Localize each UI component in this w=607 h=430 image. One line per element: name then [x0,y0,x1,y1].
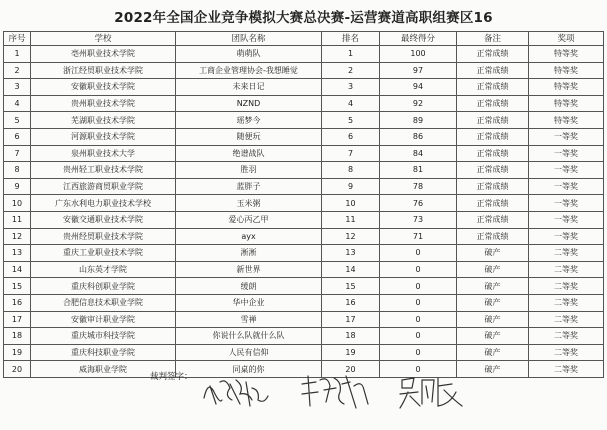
cell-score: 0 [380,361,457,378]
cell-remark: 正常成绩 [457,211,529,228]
cell-award: 二等奖 [529,245,604,262]
table-row [4,46,604,63]
cell-remark: 正常成绩 [457,95,529,112]
cell-remark: 破产 [457,344,529,361]
cell-rank: 20 [322,361,380,378]
table-row [4,344,604,361]
cell-remark: 正常成绩 [457,195,529,212]
cell-team: 爱心丙乙甲 [176,211,322,228]
cell-index: 9 [4,178,31,195]
cell-remark: 正常成绩 [457,145,529,162]
cell-score: 94 [380,79,457,96]
cell-index: 6 [4,128,31,145]
cell-index: 1 [4,46,31,63]
cell-remark: 正常成绩 [457,62,529,79]
cell-index: 11 [4,211,31,228]
signature-3 [398,370,466,414]
cell-team: 华中企业 [176,294,322,311]
cell-remark: 破产 [457,311,529,328]
cell-school: 贵州职业技术学院 [31,95,176,112]
cell-index: 15 [4,278,31,295]
cell-rank: 6 [322,128,380,145]
cell-award: 二等奖 [529,361,604,378]
cell-team: 蓝胖子 [176,178,322,195]
cell-index: 5 [4,112,31,129]
cell-school: 河源职业技术学院 [31,128,176,145]
page-title: 2022年全国企业竞争模拟大赛总决赛-运营赛道高职组赛区16 [114,10,493,26]
table-row [4,245,604,262]
cell-rank: 11 [322,211,380,228]
signature-label: 裁判签字： [150,372,193,382]
cell-school: 安徽审计职业学院 [31,311,176,328]
cell-school: 重庆工业职业技术学院 [31,245,176,262]
cell-school: 合肥信息技术职业学院 [31,294,176,311]
header-ranking: 排名 [322,32,380,46]
cell-score: 76 [380,195,457,212]
cell-school: 芜湖职业技术学院 [31,112,176,129]
cell-award: 二等奖 [529,294,604,311]
cell-rank: 17 [322,311,380,328]
cell-score: 78 [380,178,457,195]
table-row [4,178,604,195]
cell-remark: 破产 [457,245,529,262]
cell-score: 0 [380,328,457,345]
cell-index: 12 [4,228,31,245]
table-row [4,62,604,79]
cell-team: 瑶梦今 [176,112,322,129]
cell-award: 二等奖 [529,328,604,345]
cell-remark: 正常成绩 [457,128,529,145]
cell-index: 4 [4,95,31,112]
table-row [4,294,604,311]
table-row [4,162,604,179]
cell-remark: 正常成绩 [457,79,529,96]
cell-remark: 正常成绩 [457,112,529,129]
cell-score: 89 [380,112,457,129]
table-row [4,112,604,129]
cell-rank: 2 [322,62,380,79]
cell-rank: 4 [322,95,380,112]
cell-index: 7 [4,145,31,162]
cell-score: 0 [380,344,457,361]
cell-school: 山东英才学院 [31,261,176,278]
cell-award: 二等奖 [529,311,604,328]
cell-rank: 13 [322,245,380,262]
cell-award: 特等奖 [529,62,604,79]
table-row [4,79,604,96]
cell-score: 84 [380,145,457,162]
cell-award: 一等奖 [529,195,604,212]
table-row [4,311,604,328]
cell-remark: 正常成绩 [457,46,529,63]
table-header-row [4,32,604,46]
cell-index: 17 [4,311,31,328]
cell-school: 重庆科技职业学院 [31,344,176,361]
signature-1 [200,370,270,414]
cell-remark: 破产 [457,294,529,311]
cell-team: 绝谱战队 [176,145,322,162]
cell-index: 19 [4,344,31,361]
cell-team: 同桌的你 [176,361,322,378]
cell-team: 未来日记 [176,79,322,96]
cell-team: 随便玩 [176,128,322,145]
cell-rank: 15 [322,278,380,295]
cell-index: 20 [4,361,31,378]
cell-rank: 10 [322,195,380,212]
cell-team: 雪禅 [176,311,322,328]
header-award: 奖项 [529,32,604,46]
cell-rank: 7 [322,145,380,162]
signature-2 [298,370,373,414]
cell-award: 特等奖 [529,95,604,112]
cell-index: 18 [4,328,31,345]
table-body [4,46,604,378]
cell-remark: 正常成绩 [457,228,529,245]
cell-team: 工商企业管理协会-我想睡觉 [176,62,322,79]
cell-award: 特等奖 [529,46,604,63]
cell-award: 二等奖 [529,261,604,278]
cell-team: 萌萌队 [176,46,322,63]
cell-rank: 3 [322,79,380,96]
cell-index: 10 [4,195,31,212]
cell-team: 缓朗 [176,278,322,295]
cell-school: 安徽交通职业技术学院 [31,211,176,228]
cell-score: 0 [380,311,457,328]
cell-rank: 8 [322,162,380,179]
cell-rank: 14 [322,261,380,278]
cell-score: 73 [380,211,457,228]
cell-index: 8 [4,162,31,179]
cell-school: 贵州轻工职业技术学院 [31,162,176,179]
cell-score: 92 [380,95,457,112]
header-final-score: 最终得分 [380,32,457,46]
cell-school: 泉州职业技术大学 [31,145,176,162]
cell-school: 江西旅游商贸职业学院 [31,178,176,195]
header-remarks: 备注 [457,32,529,46]
cell-rank: 19 [322,344,380,361]
cell-team: 胜羽 [176,162,322,179]
cell-score: 81 [380,162,457,179]
cell-school: 安徽职业技术学院 [31,79,176,96]
cell-team: 新世界 [176,261,322,278]
cell-rank: 9 [322,178,380,195]
cell-score: 97 [380,62,457,79]
cell-award: 一等奖 [529,162,604,179]
cell-award: 一等奖 [529,211,604,228]
cell-remark: 正常成绩 [457,162,529,179]
cell-school: 重庆科创职业学院 [31,278,176,295]
cell-remark: 破产 [457,361,529,378]
table-row [4,128,604,145]
cell-team: 玉米粥 [176,195,322,212]
cell-remark: 破产 [457,278,529,295]
cell-score: 71 [380,228,457,245]
cell-remark: 破产 [457,328,529,345]
cell-index: 3 [4,79,31,96]
cell-remark: 正常成绩 [457,178,529,195]
cell-award: 二等奖 [529,278,604,295]
cell-team: 你说什么队就什么队 [176,328,322,345]
cell-team: ayx [176,228,322,245]
cell-score: 100 [380,46,457,63]
cell-remark: 破产 [457,261,529,278]
cell-score: 0 [380,261,457,278]
table-row [4,211,604,228]
cell-rank: 1 [322,46,380,63]
cell-award: 一等奖 [529,178,604,195]
table-row [4,261,604,278]
header-team-name: 团队名称 [176,32,322,46]
cell-rank: 16 [322,294,380,311]
cell-rank: 12 [322,228,380,245]
cell-score: 0 [380,245,457,262]
table-row [4,145,604,162]
cell-score: 0 [380,294,457,311]
cell-award: 一等奖 [529,128,604,145]
cell-school: 浙江经贸职业技术学院 [31,62,176,79]
table-row [4,95,604,112]
cell-award: 特等奖 [529,79,604,96]
table-row [4,195,604,212]
cell-award: 一等奖 [529,145,604,162]
cell-school: 贵州经贸职业技术学院 [31,228,176,245]
cell-school: 亳州职业技术学院 [31,46,176,63]
cell-team: 人民有信仰 [176,344,322,361]
table-row [4,228,604,245]
header-school: 学校 [31,32,176,46]
cell-score: 0 [380,278,457,295]
cell-school: 威海职业学院 [31,361,176,378]
cell-rank: 18 [322,328,380,345]
cell-team: 淅淅 [176,245,322,262]
cell-index: 16 [4,294,31,311]
cell-award: 特等奖 [529,112,604,129]
cell-score: 86 [380,128,457,145]
cell-index: 2 [4,62,31,79]
table-row [4,278,604,295]
table-row [4,328,604,345]
cell-rank: 5 [322,112,380,129]
cell-index: 13 [4,245,31,262]
cell-index: 14 [4,261,31,278]
results-table [3,31,604,378]
cell-team: NZND [176,95,322,112]
cell-award: 二等奖 [529,344,604,361]
cell-school: 广东水利电力职业技术学校 [31,195,176,212]
cell-award: 一等奖 [529,228,604,245]
cell-school: 重庆城市科技学院 [31,328,176,345]
header-rank-no: 序号 [4,32,31,46]
